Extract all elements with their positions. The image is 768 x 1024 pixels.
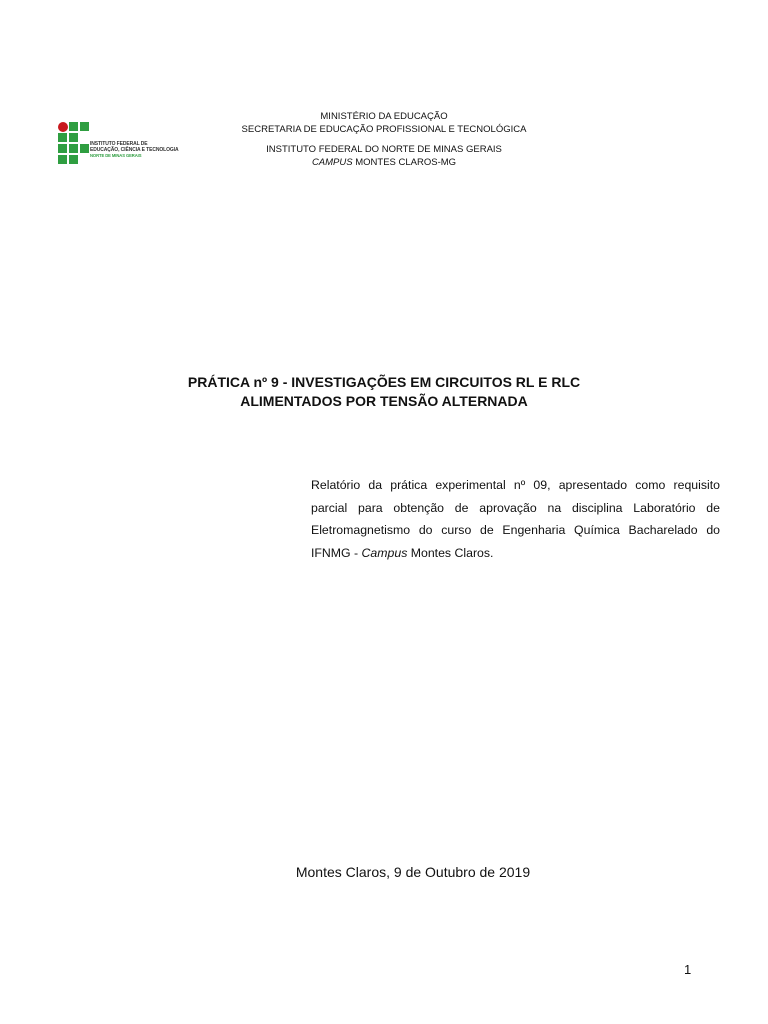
institute-line: INSTITUTO FEDERAL DO NORTE DE MINAS GERAIS bbox=[266, 144, 502, 155]
page-number: 1 bbox=[684, 962, 692, 977]
header-block-1 bbox=[0, 110, 768, 136]
campus-line: CAMPUS MONTES CLAROS-MG bbox=[311, 157, 457, 168]
header-block-2 bbox=[0, 143, 768, 169]
title-line-2: ALIMENTADOS POR TENSÃO ALTERNADA bbox=[240, 393, 528, 409]
document-title bbox=[0, 373, 768, 411]
ministry-line: MINISTÉRIO DA EDUCAÇÃO bbox=[320, 111, 448, 122]
report-description: Relatório da prática experimental nº 09, apresentado como requisito parcial para obtenção de aprovação na disciplina Laboratório de Eletromagnetismo do curso de Engenharia Química Bacharelado do IFNMG - Campus Montes Claros. bbox=[311, 478, 720, 560]
logo-text: INSTITUTO FEDERAL DE EDUCAÇÃO, CIÊNCIA E TECNOLOGIA NORTE DE MINAS GERAIS bbox=[90, 141, 179, 158]
place-and-date: Montes Claros, 9 de Outubro de 2019 bbox=[295, 864, 531, 880]
title-line-1: PRÁTICA nº 9 - INVESTIGAÇÕES EM CIRCUITOS RL E RLC bbox=[187, 374, 581, 390]
secretariat-line: SECRETARIA DE EDUCAÇÃO PROFISSIONAL E TECNOLÓGICA bbox=[241, 124, 527, 135]
